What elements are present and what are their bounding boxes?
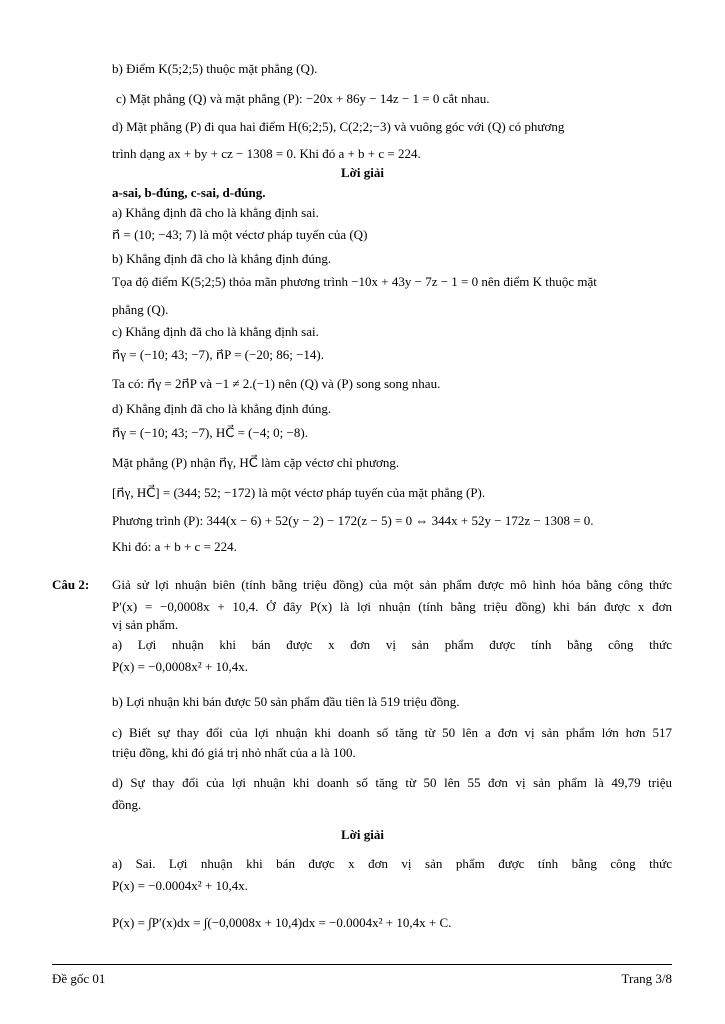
question-2-line1: Giả sử lợi nhuận biên (tính bằng triệu đồng) của một sản phẩm được mô hình hóa bằng công thức [112, 577, 672, 592]
question-2-a-line2: P(x) = −0,0008x² + 10,4x. [112, 659, 249, 674]
solution-2a-line1: a) Sai. Lợi nhuận khi bán được x đơn vị sản phẩm được tính bằng công thức [112, 856, 672, 871]
question-2-label: Câu 2: [52, 577, 90, 592]
solution-b-line1: Tọa độ điểm K(5;2;5) thỏa mãn phương trình −10x + 43y − 7z − 1 = 0 nên điểm K thuộc mặt [112, 274, 597, 289]
solution-d-equation: Phương trình (P): 344(x − 6) + 52(y − 2) − 172(z − 5) = 0 ⇔ 344x + 52y − 172z − 1308 = 0. [112, 513, 594, 528]
statement-b: b) Điểm K(5;2;5) thuộc mặt phẳng (Q). [112, 61, 318, 76]
footer-page-number: Trang 3/8 [621, 971, 672, 986]
solution-b-claim: b) Khẳng định đã cho là khẳng định đúng. [112, 251, 332, 266]
statement-d-line1: d) Mặt phẳng (P) đi qua hai điểm H(6;2;5), C(2;2;−3) và vuông góc với (Q) có phương [112, 119, 565, 134]
answer-summary-1: a-sai, b-đúng, c-sai, d-đúng. [112, 185, 266, 200]
solution-d-cross-product: [n⃗γ, HC⃗] = (344; 52; −172) là một véctơ pháp tuyến của mặt phẳng (P). [112, 485, 486, 500]
solution-c-conclusion: Ta có: n⃗γ = 2n⃗P và −1 ≠ 2.(−1) nên (Q) và (P) song song nhau. [112, 376, 441, 391]
question-2-d-line2: đồng. [112, 797, 142, 812]
question-2-d-line1: d) Sự thay đổi của lợi nhuận khi doanh số tăng từ 50 lên 55 đơn vị sản phẩm là 49,79 triệu [112, 775, 672, 790]
statement-d-line2: trình dạng ax + by + cz − 1308 = 0. Khi đó a + b + c = 224. [112, 146, 421, 161]
footer-doc-label: Đề gốc 01 [52, 971, 106, 986]
question-2-a-line1: a) Lợi nhuận khi bán được x đơn vị sản phẩm được tính bằng công thức [112, 637, 672, 652]
solution-d-vectors: n⃗γ = (−10; 43; −7), HC⃗ = (−4; 0; −8). [112, 425, 308, 440]
solution-d-claim: d) Khẳng định đã cho là khẳng định đúng. [112, 401, 332, 416]
statement-c: c) Mặt phẳng (Q) và mặt phẳng (P): −20x + 86y − 14z − 1 = 0 cắt nhau. [116, 91, 490, 106]
solution-d-sum: Khi đó: a + b + c = 224. [112, 539, 237, 554]
solution-heading-2: Lời giải [341, 827, 384, 842]
question-2-b: b) Lợi nhuận khi bán được 50 sản phẩm đầu tiên là 519 triệu đồng. [112, 694, 460, 709]
solution-2a-integral: P(x) = ∫P′(x)dx = ∫(−0,0008x + 10,4)dx = −0.0004x² + 10,4x + C. [112, 915, 452, 930]
question-2-line3: vị sản phẩm. [112, 617, 179, 632]
solution-2a-line2: P(x) = −0.0004x² + 10,4x. [112, 878, 249, 893]
solution-a-claim: a) Khẳng định đã cho là khẳng định sai. [112, 205, 319, 220]
solution-c-claim: c) Khẳng định đã cho là khẳng định sai. [112, 324, 319, 339]
solution-a-normal: n⃗ = (10; −43; 7) là một véctơ pháp tuyến của (Q) [112, 227, 368, 242]
footer-divider [52, 964, 672, 965]
question-2-c-line2: triệu đồng, khi đó giá trị nhỏ nhất của a là 100. [112, 745, 356, 760]
solution-c-vectors: n⃗γ = (−10; 43; −7), n⃗P = (−20; 86; −14). [112, 347, 324, 362]
solution-d-direction: Mặt phẳng (P) nhận n⃗γ, HC⃗ làm cặp véctơ chỉ phương. [112, 455, 400, 470]
solution-heading-1: Lời giải [341, 165, 384, 180]
question-2-line2: P′(x) = −0,0008x + 10,4. Ở đây P(x) là lợi nhuận (tính bằng triệu đồng) khi bán được x đơn [112, 599, 672, 614]
question-2-c-line1: c) Biết sự thay đổi của lợi nhuận khi doanh số tăng từ 50 lên a đơn vị sản phẩm lớn hơn 517 [112, 725, 672, 740]
solution-b-line2: phẳng (Q). [112, 302, 169, 317]
